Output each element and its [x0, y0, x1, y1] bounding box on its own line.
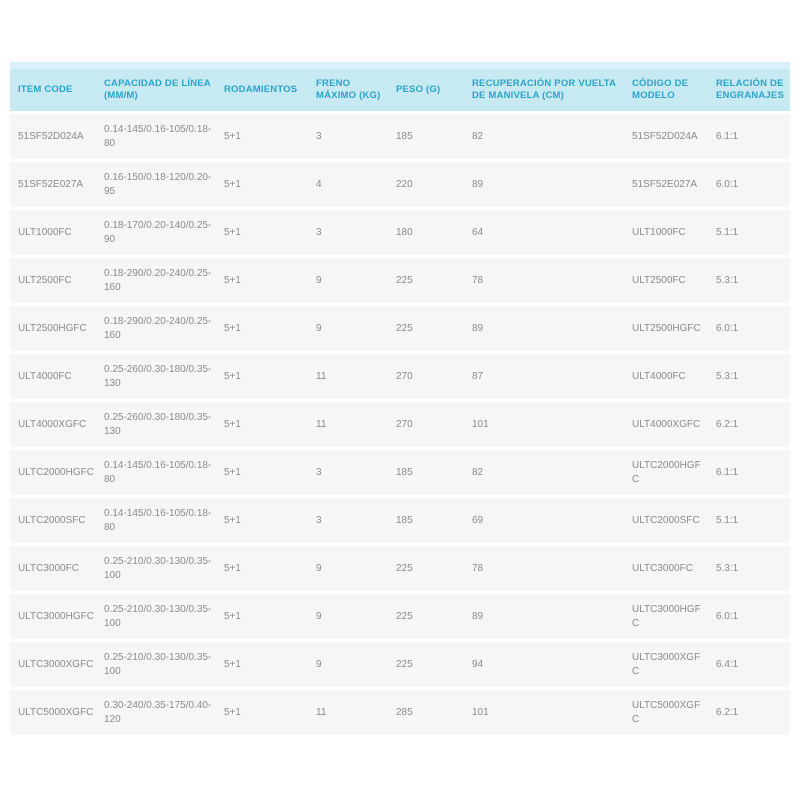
table-cell: 5.1:1 — [708, 210, 790, 255]
table-cell: 0.18-290/0.20-240/0.25-160 — [96, 258, 216, 303]
table-header — [10, 62, 790, 111]
table-row — [10, 210, 790, 255]
table-cell: ULT1000FC — [624, 210, 708, 255]
table-cell: ULT2500HGFC — [624, 306, 708, 351]
table-cell: 4 — [308, 162, 388, 207]
table-cell: 11 — [308, 354, 388, 399]
table-cell: 0.18-170/0.20-140/0.25-90 — [96, 210, 216, 255]
table-cell: 185 — [388, 450, 464, 495]
table-row — [10, 594, 790, 639]
column-header: RELACIÓN DE ENGRANAJES — [708, 62, 790, 111]
table-cell: 5+1 — [216, 354, 308, 399]
table-cell: 3 — [308, 498, 388, 543]
table-cell: 6.1:1 — [708, 450, 790, 495]
table-cell: 101 — [464, 690, 624, 735]
table-cell: 6.0:1 — [708, 594, 790, 639]
table-cell: 6.0:1 — [708, 306, 790, 351]
table-row — [10, 498, 790, 543]
table-cell: ULTC3000FC — [624, 546, 708, 591]
table-cell: 64 — [464, 210, 624, 255]
table-cell: 225 — [388, 258, 464, 303]
table-cell: ULT4000XGFC — [10, 402, 96, 447]
table-cell: 6.1:1 — [708, 114, 790, 159]
table-cell: ULT2500FC — [624, 258, 708, 303]
header-row — [10, 62, 790, 111]
table-cell: 5+1 — [216, 642, 308, 687]
table-cell: ULT2500HGFC — [10, 306, 96, 351]
table-cell: 5+1 — [216, 114, 308, 159]
table-cell: ULTC2000SFC — [10, 498, 96, 543]
table-cell: ULTC2000HGFC — [10, 450, 96, 495]
table-row — [10, 690, 790, 735]
table-cell: 6.2:1 — [708, 690, 790, 735]
table-cell: 9 — [308, 258, 388, 303]
table-cell: 87 — [464, 354, 624, 399]
table-cell: 51SF52E027A — [10, 162, 96, 207]
table-cell: 185 — [388, 498, 464, 543]
table-row — [10, 114, 790, 159]
table-cell: ULTC3000FC — [10, 546, 96, 591]
table-cell: 89 — [464, 594, 624, 639]
table-cell: 9 — [308, 642, 388, 687]
table-cell: 225 — [388, 642, 464, 687]
table-cell: 5+1 — [216, 306, 308, 351]
table-cell: ULTC5000XGFC — [10, 690, 96, 735]
table-cell: 0.25-260/0.30-180/0.35-130 — [96, 354, 216, 399]
table-cell: ULTC2000HGFC — [624, 450, 708, 495]
table-cell: ULTC3000XGFC — [10, 642, 96, 687]
table-row — [10, 306, 790, 351]
table-cell: 225 — [388, 306, 464, 351]
table-cell: 11 — [308, 402, 388, 447]
table-cell: 270 — [388, 354, 464, 399]
table-cell: ULTC2000SFC — [624, 498, 708, 543]
table-cell: 11 — [308, 690, 388, 735]
table-cell: 6.4:1 — [708, 642, 790, 687]
table-cell: 5+1 — [216, 402, 308, 447]
column-header: PESO (G) — [388, 62, 464, 111]
table-cell: 270 — [388, 402, 464, 447]
table-cell: 5.3:1 — [708, 354, 790, 399]
table-cell: ULTC3000HGFC — [10, 594, 96, 639]
table-row — [10, 642, 790, 687]
reel-spec-table — [10, 59, 790, 738]
table-cell: 51SF52D024A — [624, 114, 708, 159]
table-cell: ULTC3000HGFC — [624, 594, 708, 639]
table-row — [10, 354, 790, 399]
table-cell: 5.3:1 — [708, 546, 790, 591]
table-cell: 0.14-145/0.16-105/0.18-80 — [96, 450, 216, 495]
table-cell: 51SF52D024A — [10, 114, 96, 159]
table-cell: 5.1:1 — [708, 498, 790, 543]
table-cell: 5+1 — [216, 450, 308, 495]
column-header: CAPACIDAD DE LÍNEA (MM/M) — [96, 62, 216, 111]
table-cell: 225 — [388, 546, 464, 591]
table-body — [10, 114, 790, 735]
table-row — [10, 546, 790, 591]
table-cell: 94 — [464, 642, 624, 687]
table-cell: 101 — [464, 402, 624, 447]
table-cell: 82 — [464, 450, 624, 495]
column-header: RECUPERACIÓN POR VUELTA DE MANIVELA (CM) — [464, 62, 624, 111]
table-row — [10, 162, 790, 207]
table-cell: 220 — [388, 162, 464, 207]
table-cell: 82 — [464, 114, 624, 159]
table-cell: ULTC5000XGFC — [624, 690, 708, 735]
table-cell: 0.18-290/0.20-240/0.25-160 — [96, 306, 216, 351]
table-cell: 9 — [308, 546, 388, 591]
column-header: CÓDIGO DE MODELO — [624, 62, 708, 111]
table-cell: 0.14-145/0.16-105/0.18-80 — [96, 114, 216, 159]
table-cell: ULT2500FC — [10, 258, 96, 303]
table-cell: ULT4000FC — [10, 354, 96, 399]
table-cell: 9 — [308, 306, 388, 351]
table-cell: 5+1 — [216, 594, 308, 639]
table-cell: 5+1 — [216, 546, 308, 591]
table-cell: 0.16-150/0.18-120/0.20-95 — [96, 162, 216, 207]
table-cell: 0.25-260/0.30-180/0.35-130 — [96, 402, 216, 447]
table-cell: 285 — [388, 690, 464, 735]
table-cell: 0.25-210/0.30-130/0.35-100 — [96, 642, 216, 687]
column-header: FRENO MÁXIMO (KG) — [308, 62, 388, 111]
table-cell: 0.25-210/0.30-130/0.35-100 — [96, 594, 216, 639]
table-cell: ULT1000FC — [10, 210, 96, 255]
table-cell: 5.3:1 — [708, 258, 790, 303]
table-cell: 78 — [464, 546, 624, 591]
table-cell: ULT4000XGFC — [624, 402, 708, 447]
table-cell: 3 — [308, 450, 388, 495]
table-cell: 78 — [464, 258, 624, 303]
table-row — [10, 450, 790, 495]
table-cell: 9 — [308, 594, 388, 639]
table-cell: 3 — [308, 210, 388, 255]
table-cell: 51SF52E027A — [624, 162, 708, 207]
table-cell: 69 — [464, 498, 624, 543]
table-cell: 0.30-240/0.35-175/0.40-120 — [96, 690, 216, 735]
table-cell: 0.25-210/0.30-130/0.35-100 — [96, 546, 216, 591]
table-cell: 89 — [464, 162, 624, 207]
table-cell: 5+1 — [216, 162, 308, 207]
table-cell: 225 — [388, 594, 464, 639]
table-cell: 185 — [388, 114, 464, 159]
table-cell: 0.14-145/0.16-105/0.18-80 — [96, 498, 216, 543]
table-cell: 5+1 — [216, 210, 308, 255]
table-row — [10, 258, 790, 303]
table-cell: 5+1 — [216, 258, 308, 303]
table-cell: ULTC3000XGFC — [624, 642, 708, 687]
table-cell: 180 — [388, 210, 464, 255]
table-cell: 6.2:1 — [708, 402, 790, 447]
column-header: ITEM CODE — [10, 62, 96, 111]
table-cell: ULT4000FC — [624, 354, 708, 399]
table-cell: 89 — [464, 306, 624, 351]
table-cell: 5+1 — [216, 498, 308, 543]
table-cell: 5+1 — [216, 690, 308, 735]
table-cell: 6.0:1 — [708, 162, 790, 207]
table-row — [10, 402, 790, 447]
table-cell: 3 — [308, 114, 388, 159]
column-header: RODAMIENTOS — [216, 62, 308, 111]
